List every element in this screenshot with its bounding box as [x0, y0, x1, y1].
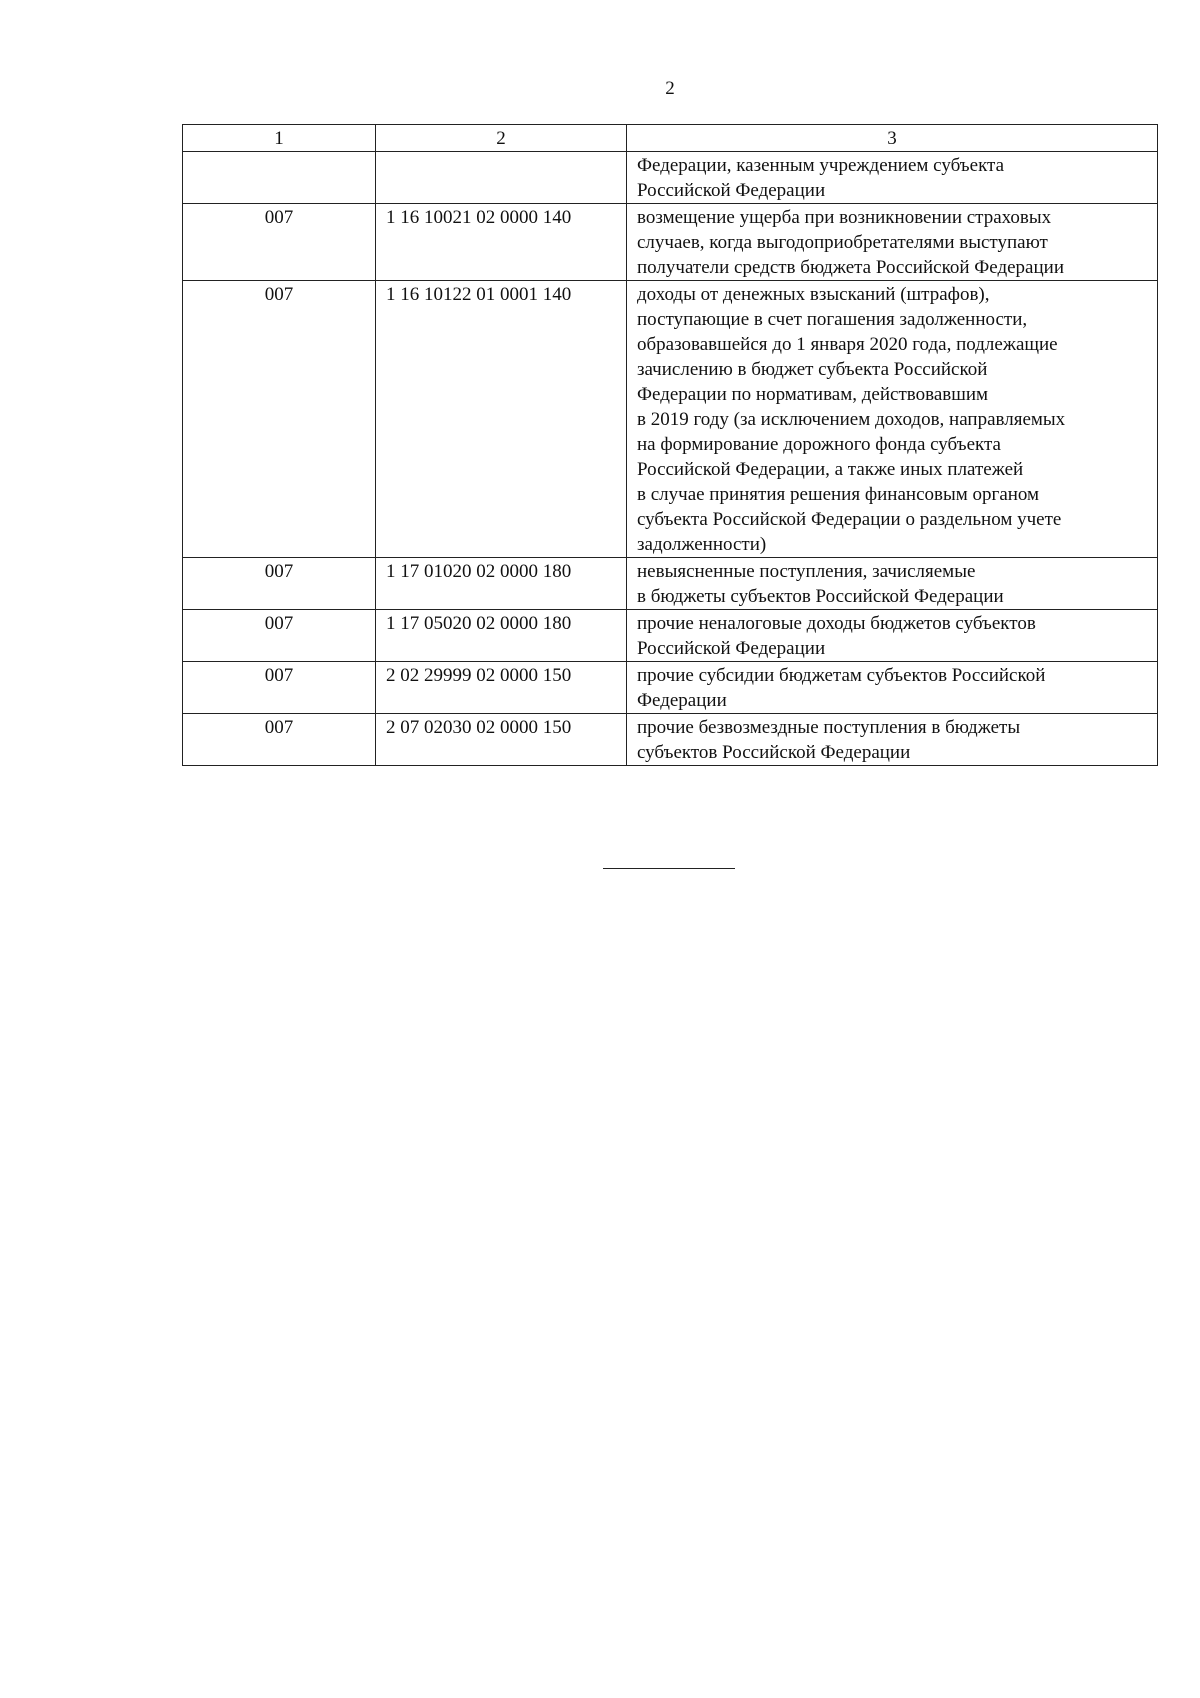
table-row: [183, 204, 1158, 281]
table-row: [183, 281, 1158, 558]
column-header-1: 1: [183, 125, 376, 152]
description-line: на формирование дорожного фонда субъекта: [637, 434, 1001, 455]
description-line: задолженности): [637, 534, 767, 555]
table-row: [183, 714, 1158, 766]
admin-code-cell: 007: [183, 281, 376, 558]
description-line: субъектов Российской Федерации: [637, 742, 911, 763]
admin-code-cell: [183, 152, 376, 204]
budget-classification-code-cell: 1 16 10021 02 0000 140: [376, 204, 627, 281]
table-row: [183, 152, 1158, 204]
description-line: Федерации: [637, 690, 727, 711]
description-line: зачислению в бюджет субъекта Российской: [637, 359, 988, 380]
budget-classification-code-cell: 2 02 29999 02 0000 150: [376, 662, 627, 714]
admin-code-cell: 007: [183, 610, 376, 662]
description-line: Федерации, казенным учреждением субъекта: [637, 155, 1005, 176]
budget-classification-code-cell: 1 17 05020 02 0000 180: [376, 610, 627, 662]
description-line: прочие неналоговые доходы бюджетов субъектов: [637, 613, 1036, 634]
description-line: субъекта Российской Федерации о раздельном учете: [637, 509, 1062, 530]
description-cell: [627, 610, 1158, 662]
column-header-2: 2: [376, 125, 627, 152]
description-line: Российской Федерации: [637, 638, 826, 659]
description-line: в 2019 году (за исключением доходов, направляемых: [637, 409, 1066, 430]
description-line: невыясненные поступления, зачисляемые: [637, 561, 976, 582]
admin-code-cell: 007: [183, 204, 376, 281]
admin-code-cell: 007: [183, 662, 376, 714]
description-line: Российской Федерации: [637, 180, 826, 201]
table-row: [183, 558, 1158, 610]
description-line: образовавшейся до 1 января 2020 года, подлежащие: [637, 334, 1058, 355]
description-line: возмещение ущерба при возникновении страховых: [637, 207, 1052, 228]
description-line: в бюджеты субъектов Российской Федерации: [637, 586, 1004, 607]
revenue-codes-table: [182, 124, 1158, 766]
description-line: доходы от денежных взысканий (штрафов),: [637, 284, 990, 305]
table-row: [183, 610, 1158, 662]
description-line: поступающие в счет погашения задолженности,: [637, 309, 1028, 330]
description-cell: [627, 714, 1158, 766]
budget-classification-code-cell: 1 17 01020 02 0000 180: [376, 558, 627, 610]
budget-classification-code-cell: 2 07 02030 02 0000 150: [376, 714, 627, 766]
page-number: 2: [665, 78, 675, 99]
description-line: получатели средств бюджета Российской Федерации: [637, 257, 1064, 278]
description-line: Федерации по нормативам, действовавшим: [637, 384, 989, 405]
budget-classification-code-cell: 1 16 10122 01 0001 140: [376, 281, 627, 558]
admin-code-cell: 007: [183, 714, 376, 766]
description-cell: [627, 152, 1158, 204]
end-of-document-rule: [603, 868, 735, 869]
admin-code-cell: 007: [183, 558, 376, 610]
description-cell: [627, 558, 1158, 610]
column-header-3: 3: [627, 125, 1158, 152]
table-header-row: [183, 125, 1158, 152]
description-cell: [627, 204, 1158, 281]
description-line: случаев, когда выгодоприобретателями выступают: [637, 232, 1048, 253]
budget-classification-code-cell: [376, 152, 627, 204]
description-line: Российской Федерации, а также иных платежей: [637, 459, 1024, 480]
description-line: в случае принятия решения финансовым органом: [637, 484, 1040, 505]
description-line: прочие субсидии бюджетам субъектов Российской: [637, 665, 1046, 686]
description-cell: [627, 281, 1158, 558]
table-row: [183, 662, 1158, 714]
description-line: прочие безвозмездные поступления в бюджеты: [637, 717, 1021, 738]
description-cell: [627, 662, 1158, 714]
